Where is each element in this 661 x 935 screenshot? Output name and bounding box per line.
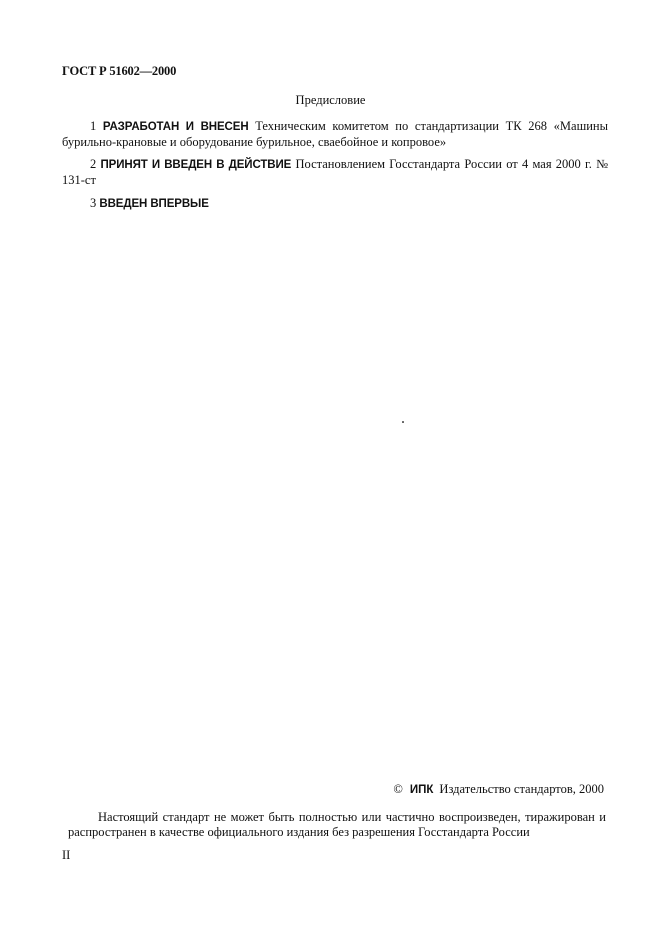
page-number: II: [62, 848, 71, 862]
preface-title: Предисловие: [295, 93, 366, 107]
preface-item-3: [62, 196, 608, 212]
preface-item-lead: ПРИНЯТ И ВВЕДЕН В ДЕЙСТВИЕ: [100, 159, 292, 171]
document-header: ГОСТ Р 51602—2000: [62, 64, 177, 78]
copyright-line: [393, 782, 604, 797]
preface-item-1: [62, 119, 608, 150]
reproduction-notice: Настоящий стандарт не может быть полностью или частично воспроизведен, тиражирован и распространен в качестве официального издания без разрешения Госстандарта России: [68, 810, 606, 839]
preface-item-text: Постановлением Госстандарта России от 4 мая 2000 г. № 131-ст: [62, 157, 608, 187]
preface-item-number: 3: [90, 196, 97, 210]
preface-item-text: Техническим комитетом по стандартизации ТК 268 «Машины бурильно-крановые и оборудование бурильное, сваебойное и копровое»: [62, 119, 608, 149]
copyright-symbol: ©: [393, 782, 403, 796]
preface-item-number: 1: [90, 119, 97, 133]
scan-speck: [402, 421, 404, 423]
preface-item-number: 2: [90, 157, 97, 171]
preface-item-2: [62, 157, 608, 188]
preface-item-lead: ВВЕДЕН ВПЕРВЫЕ: [99, 198, 209, 210]
publisher-abbr: ИПК: [409, 784, 434, 796]
publisher-text: Издательство стандартов, 2000: [439, 782, 604, 796]
preface-item-lead: РАЗРАБОТАН И ВНЕСЕН: [102, 121, 249, 133]
